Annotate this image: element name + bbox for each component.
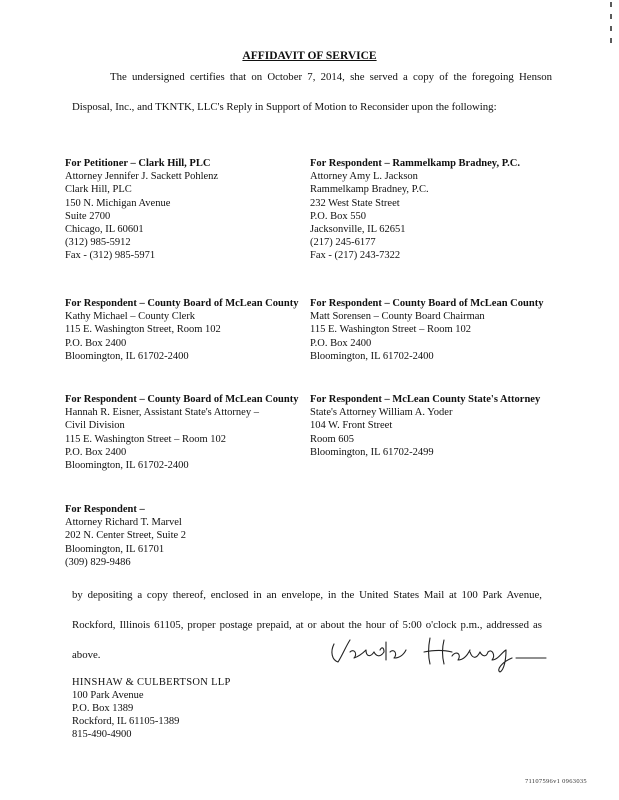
- service-line: Attorney Amy L. Jackson: [310, 171, 418, 183]
- service-block-respondent-marvel: [65, 503, 305, 569]
- service-block-assistant-states-attorney: [65, 393, 305, 472]
- service-line: Bloomington, IL 61702-2400: [310, 350, 434, 362]
- service-heading: For Petitioner – Clark Hill, PLC: [65, 158, 211, 169]
- service-heading: For Respondent – County Board of McLean County: [310, 298, 544, 309]
- service-heading: For Respondent – Rammelkamp Bradney, P.C.: [310, 158, 521, 169]
- service-line: Clark Hill, PLC: [65, 184, 132, 196]
- service-line: (312) 985-5912: [65, 237, 131, 249]
- service-block-respondent-rammelkamp: [310, 157, 560, 263]
- service-line: P.O. Box 2400: [310, 337, 372, 349]
- service-line: Fax - (312) 985-5971: [65, 250, 156, 262]
- firm-name: HINSHAW & CULBERTSON LLP: [72, 677, 231, 688]
- service-heading: For Respondent – County Board of McLean County: [65, 394, 299, 405]
- service-line: Matt Sorensen – County Board Chairman: [310, 311, 485, 323]
- service-heading: For Respondent – County Board of McLean County: [65, 298, 299, 309]
- service-line: 115 E. Washington Street, Room 102: [65, 324, 221, 336]
- service-line: P.O. Box 2400: [65, 337, 127, 349]
- service-line: 115 E. Washington Street – Room 102: [310, 324, 472, 336]
- service-line: 202 N. Center Street, Suite 2: [65, 530, 187, 542]
- service-line: Bloomington, IL 61701: [65, 543, 165, 555]
- service-line: P.O. Box 550: [310, 210, 367, 222]
- service-line: Bloomington, IL 61702-2499: [310, 446, 434, 458]
- service-line: Bloomington, IL 61702-2400: [65, 460, 189, 472]
- service-line: Room 605: [310, 433, 355, 445]
- service-line: Fax - (217) 243-7322: [310, 250, 401, 262]
- law-firm-block: [72, 676, 231, 741]
- service-line: (309) 829-9486: [65, 556, 131, 568]
- service-line: Kathy Michael – County Clerk: [65, 311, 196, 323]
- service-block-county-clerk: [65, 297, 305, 363]
- service-line: 150 N. Michigan Avenue: [65, 197, 171, 209]
- service-line: Civil Division: [65, 420, 125, 432]
- service-line: Bloomington, IL 61702-2400: [65, 350, 189, 362]
- service-line: 115 E. Washington Street – Room 102: [65, 433, 227, 445]
- service-line: Suite 2700: [65, 210, 111, 222]
- service-line: 104 W. Front Street: [310, 420, 393, 432]
- service-line: Rammelkamp Bradney, P.C.: [310, 184, 429, 196]
- firm-line: 815-490-4900: [72, 729, 132, 740]
- service-heading: For Respondent – McLean County State's Attorney: [310, 394, 541, 405]
- closing-paragraph: by depositing a copy thereof, enclosed in an envelope, in the United States Mail at 100 Park Avenue, Rockford, Illinois 61105, proper postage prepaid, at or about the hour of 5:00 o'clock p.m., addressed as above.: [72, 589, 542, 661]
- service-line: Attorney Jennifer J. Sackett Pohlenz: [65, 171, 219, 183]
- document-id: 71107596v1 0963035: [524, 778, 587, 785]
- service-line: Attorney Richard T. Marvel: [65, 517, 182, 529]
- handwritten-signature: [320, 630, 550, 675]
- firm-line: P.O. Box 1389: [72, 703, 134, 714]
- service-block-states-attorney: [310, 393, 560, 459]
- firm-line: Rockford, IL 61105-1389: [72, 716, 180, 727]
- intro-paragraph: The undersigned certifies that on October 7, 2014, she served a copy of the foregoing Henson Disposal, Inc., and TKNTK, LLC's Reply in Support of Motion to Reconsider upon the following:: [72, 71, 552, 113]
- service-heading: For Respondent –: [65, 504, 145, 515]
- service-line: P.O. Box 2400: [65, 446, 127, 458]
- page-title: AFFIDAVIT OF SERVICE: [242, 50, 377, 62]
- firm-line: 100 Park Avenue: [72, 690, 144, 701]
- service-block-county-board-chairman: [310, 297, 560, 363]
- service-line: State's Attorney William A. Yoder: [310, 407, 453, 419]
- service-line: 232 West State Street: [310, 197, 400, 209]
- service-line: (217) 245-6177: [310, 237, 376, 249]
- service-line: Chicago, IL 60601: [65, 224, 144, 236]
- service-line: Jacksonville, IL 62651: [310, 224, 406, 236]
- service-block-petitioner-clark-hill: [65, 157, 305, 263]
- service-line: Hannah R. Eisner, Assistant State's Attorney –: [65, 407, 259, 419]
